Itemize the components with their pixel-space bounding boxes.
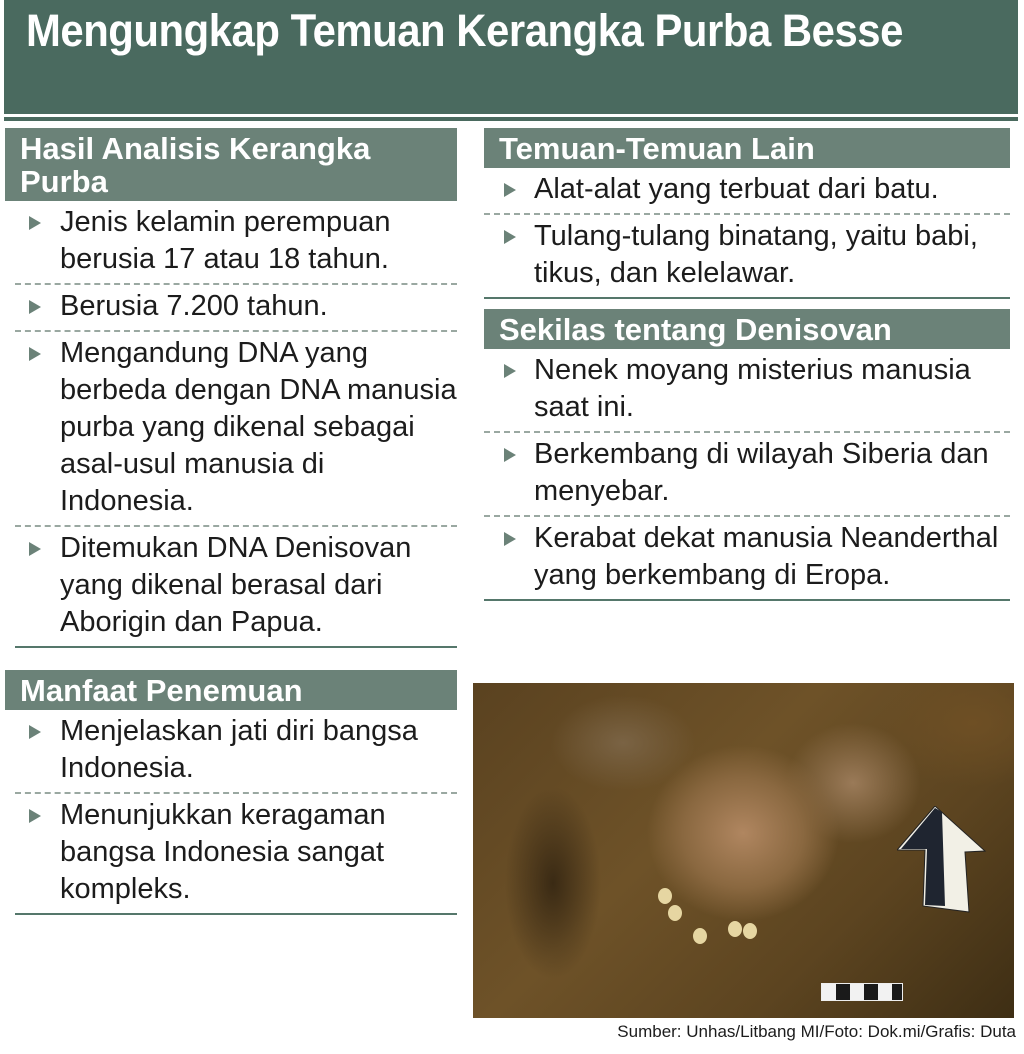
- source-credit: Sumber: Unhas/Litbang MI/Foto: Dok.mi/Grafis: Duta: [617, 1022, 1016, 1041]
- list-item-text: Berkembang di wilayah Siberia dan menyebar.: [534, 438, 989, 507]
- tooth-shape: [693, 928, 707, 944]
- section-heading: Hasil Analisis Kerangka Purba: [5, 128, 457, 201]
- list-item: [484, 517, 1010, 601]
- tooth-shape: [668, 905, 682, 921]
- triangle-bullet-icon: [29, 300, 41, 314]
- list-item: [15, 201, 457, 285]
- excavated-skeleton-photo: [473, 683, 1014, 1018]
- triangle-bullet-icon: [29, 542, 41, 556]
- list-item-text: Ditemukan DNA Denisovan yang dikenal berasal dari Aborigin dan Papua.: [60, 532, 412, 638]
- north-arrow-marker-icon: [897, 806, 987, 914]
- section-manfaat: [5, 670, 457, 915]
- triangle-bullet-icon: [29, 347, 41, 361]
- triangle-bullet-icon: [504, 364, 516, 378]
- list-item: [484, 349, 1010, 433]
- section-denisovan: [484, 309, 1010, 601]
- list-item: [484, 168, 1010, 215]
- list-item: [15, 794, 457, 915]
- list-item: [15, 527, 457, 648]
- section-heading: Temuan-Temuan Lain: [484, 128, 1010, 168]
- triangle-bullet-icon: [29, 809, 41, 823]
- list-item-text: Jenis kelamin perempuan berusia 17 atau 18 tahun.: [60, 206, 391, 275]
- triangle-bullet-icon: [504, 230, 516, 244]
- section-heading: Sekilas tentang Denisovan: [484, 309, 1010, 349]
- list-item-text: Tulang-tulang binatang, yaitu babi, tikus, dan kelelawar.: [534, 220, 978, 289]
- item-list: [5, 201, 457, 648]
- right-column: [484, 128, 1010, 601]
- spacer: [484, 299, 1010, 309]
- triangle-bullet-icon: [29, 216, 41, 230]
- page-title: Mengungkap Temuan Kerangka Purba Besse: [26, 5, 903, 56]
- list-item-text: Alat-alat yang terbuat dari batu.: [534, 173, 939, 205]
- list-item-text: Mengandung DNA yang berbeda dengan DNA manusia purba yang dikenal sebagai asal-usul manusia di Indonesia.: [60, 337, 457, 517]
- title-banner: [4, 0, 1018, 114]
- triangle-bullet-icon: [504, 183, 516, 197]
- triangle-bullet-icon: [504, 532, 516, 546]
- triangle-bullet-icon: [29, 725, 41, 739]
- spacer: [5, 648, 457, 670]
- triangle-bullet-icon: [504, 448, 516, 462]
- item-list: [484, 349, 1010, 601]
- list-item: [15, 285, 457, 332]
- section-heading: Manfaat Penemuan: [5, 670, 457, 710]
- tooth-shape: [728, 921, 742, 937]
- item-list: [5, 710, 457, 915]
- list-item: [15, 710, 457, 794]
- tooth-shape: [743, 923, 757, 939]
- list-item: [484, 433, 1010, 517]
- section-temuan-lain: [484, 128, 1010, 299]
- tooth-shape: [658, 888, 672, 904]
- list-item: [484, 215, 1010, 299]
- list-item-text: Nenek moyang misterius manusia saat ini.: [534, 354, 971, 423]
- title-divider: [4, 117, 1018, 121]
- list-item: [15, 332, 457, 527]
- item-list: [484, 168, 1010, 299]
- list-item-text: Kerabat dekat manusia Neanderthal yang berkembang di Eropa.: [534, 522, 999, 591]
- list-item-text: Menjelaskan jati diri bangsa Indonesia.: [60, 715, 418, 784]
- list-item-text: Berusia 7.200 tahun.: [60, 290, 328, 322]
- list-item-text: Menunjukkan keragaman bangsa Indonesia sangat kompleks.: [60, 799, 386, 905]
- left-column: [5, 128, 457, 915]
- scale-bar-icon: [821, 983, 903, 1001]
- section-hasil-analisis: [5, 128, 457, 648]
